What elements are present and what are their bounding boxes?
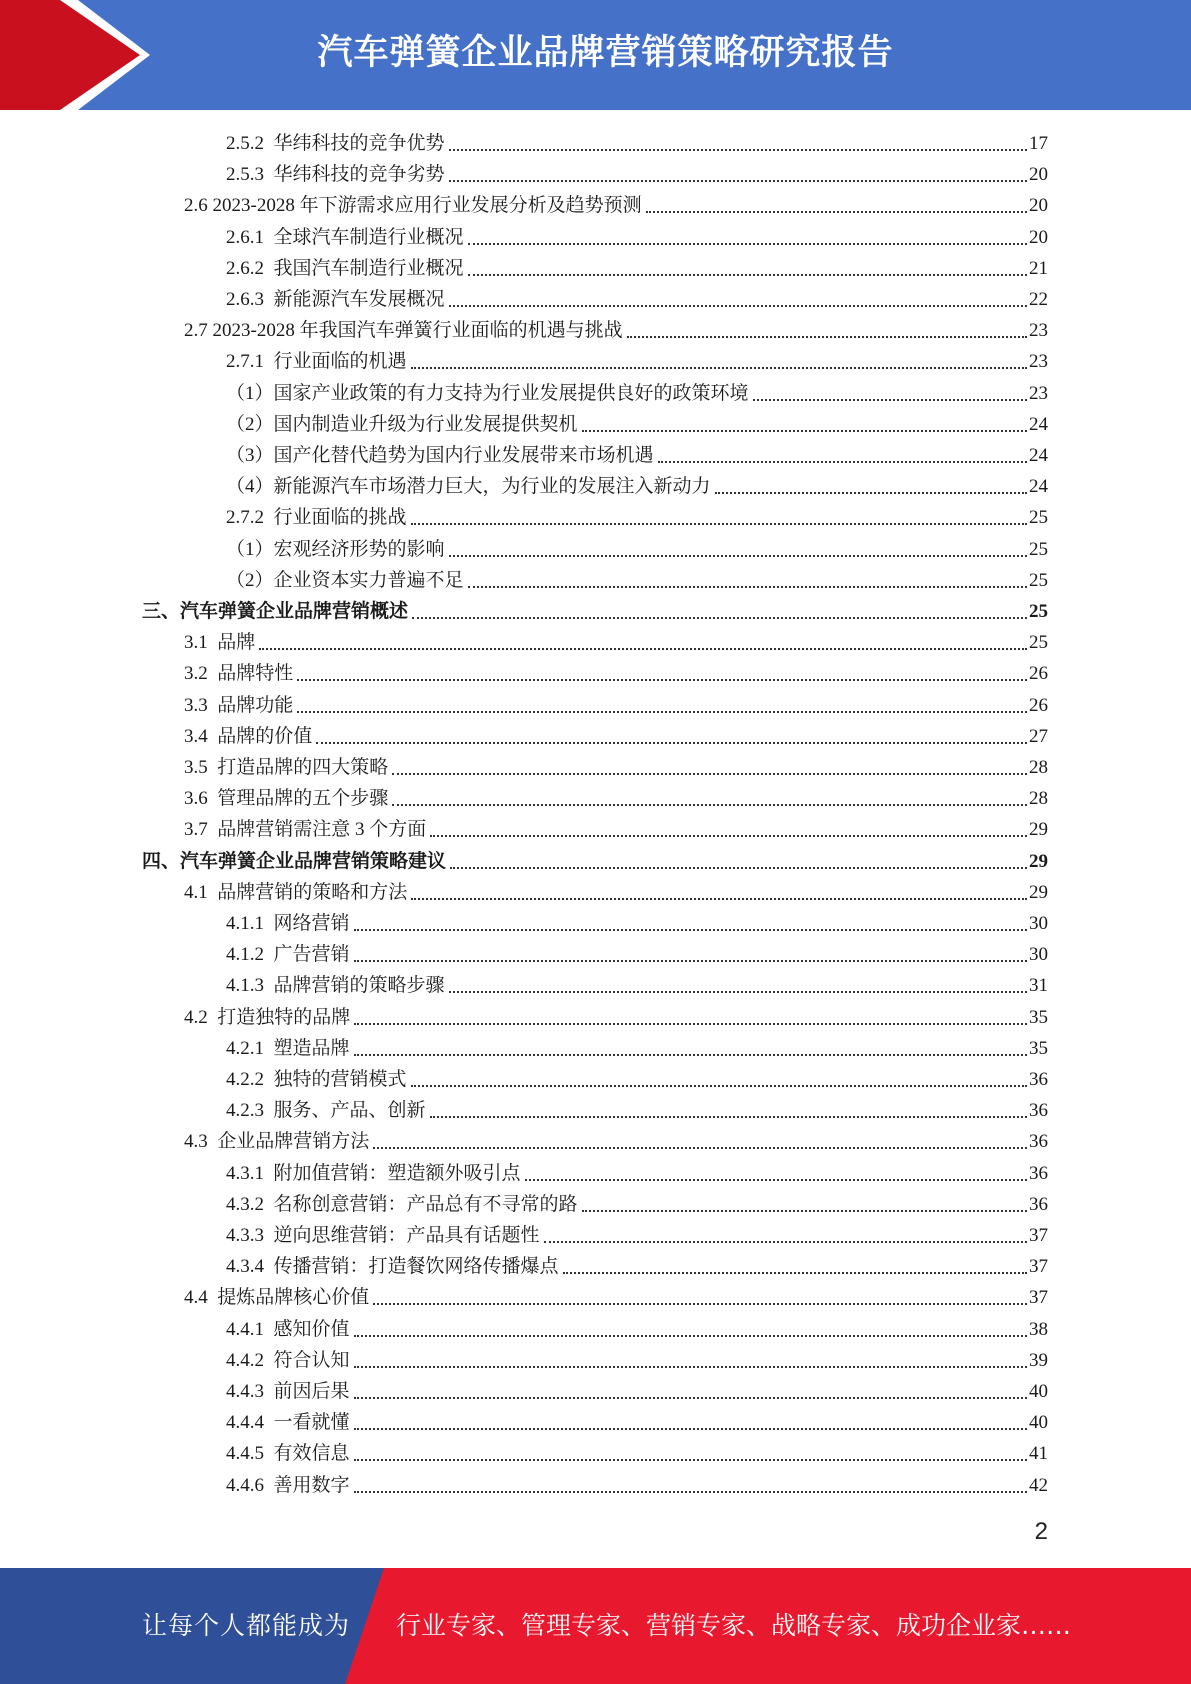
toc-entry-page: 25: [1029, 569, 1048, 591]
toc-dot-leader: [354, 1397, 1027, 1399]
toc-entry-page: 17: [1029, 133, 1048, 154]
toc-entry-page: 23: [1029, 320, 1048, 342]
toc-entry[interactable]: [184, 625, 1048, 656]
toc-entry-number: 4.4.2: [226, 1349, 274, 1371]
toc-entry-number: 3.2: [184, 663, 218, 685]
toc-entry-number: 4.1.1: [226, 913, 274, 934]
toc-entry-title: 新能源汽车市场潜力巨大，为行业的发展注入新动力: [273, 476, 711, 498]
toc-entry-page: 24: [1029, 445, 1048, 466]
toc-dot-leader: [450, 867, 1027, 869]
toc-entry-title: 宏观经济形势的影响: [273, 538, 445, 560]
toc-entry-title: 国产化替代趋势为国内行业发展带来市场机遇: [273, 445, 654, 466]
toc-entry[interactable]: [226, 968, 1048, 999]
toc-entry-title: 逆向思维营销：产品具有话题性: [273, 1225, 540, 1246]
toc-entry-title: 企业资本实力普遍不足: [273, 569, 464, 591]
toc-entry-title: 品牌营销的策略步骤: [273, 975, 445, 997]
toc-entry-page: 35: [1029, 1037, 1048, 1059]
toc-entry-title: 品牌特性: [217, 663, 294, 685]
toc-entry-title: 感知价值: [273, 1318, 350, 1340]
toc-entry-page: 42: [1029, 1474, 1048, 1496]
toc-entry-title: 企业品牌营销方法: [217, 1131, 370, 1153]
toc-entry[interactable]: [226, 1343, 1048, 1374]
toc-entry[interactable]: [184, 1280, 1048, 1311]
toc-dot-leader: [354, 1366, 1027, 1368]
toc-entry-title: 华纬科技的竞争优势: [273, 133, 445, 154]
toc-dot-leader: [373, 1147, 1027, 1149]
toc-entry-title: 全球汽车制造行业概况: [273, 226, 464, 248]
toc-dot-leader: [430, 835, 1027, 837]
page-header: [0, 0, 1191, 110]
toc-entry-number: 4.4.6: [226, 1474, 274, 1496]
toc-entry[interactable]: [142, 844, 1048, 875]
toc-entry[interactable]: [226, 1312, 1048, 1343]
toc-dot-leader: [449, 149, 1027, 151]
toc-dot-leader: [582, 1210, 1027, 1212]
toc-entry[interactable]: [226, 220, 1048, 251]
toc-dot-leader: [411, 523, 1027, 525]
toc-entry-page: 25: [1029, 632, 1048, 654]
toc-entry-page: 20: [1029, 226, 1048, 248]
toc-entry-page: 36: [1029, 1193, 1048, 1215]
toc-entry-title: 管理品牌的五个步骤: [217, 788, 389, 810]
toc-dot-leader: [354, 1335, 1027, 1337]
toc-entry-page: 29: [1029, 881, 1048, 903]
toc-dot-leader: [259, 648, 1027, 650]
toc-entry-title: 有效信息: [273, 1443, 350, 1465]
toc-entry-number: 3.6: [184, 788, 218, 810]
toc-entry[interactable]: [226, 469, 1048, 500]
toc-entry-title: 国内制造业升级为行业发展提供契机: [273, 413, 578, 435]
toc-entry-page: 30: [1029, 913, 1048, 934]
toc-entry-page: 29: [1029, 819, 1048, 841]
toc-entry-number: 4.3.1: [226, 1162, 274, 1184]
toc-entry[interactable]: [226, 1436, 1048, 1467]
toc-dot-leader: [646, 211, 1027, 213]
toc-entry-page: 20: [1029, 164, 1048, 186]
toc-entry-number: 4.2.2: [226, 1069, 274, 1090]
toc-entry-page: 20: [1029, 195, 1048, 217]
toc-dot-leader: [354, 1054, 1027, 1056]
toc-entry-title: 新能源汽车发展概况: [273, 289, 445, 310]
toc-entry-number: 3.7: [184, 819, 218, 841]
toc-dot-leader: [354, 1023, 1027, 1025]
footer-slogan-left: 让每个人都能成为: [142, 1611, 351, 1640]
toc-entry-page: 25: [1029, 601, 1048, 622]
toc-entry-title: 一看就懂: [273, 1412, 350, 1434]
toc-dot-leader: [449, 180, 1027, 182]
toc-entry-title: 独特的营销模式: [273, 1069, 407, 1090]
toc-dot-leader: [627, 336, 1027, 338]
toc-entry-page: 30: [1029, 944, 1048, 966]
toc-entry[interactable]: [184, 781, 1048, 812]
toc-entry[interactable]: [226, 1062, 1048, 1093]
toc-entry-page: 23: [1029, 351, 1048, 373]
toc-dot-leader: [468, 586, 1027, 588]
toc-entry-title: 传播营销：打造餐饮网络传播爆点: [273, 1256, 559, 1278]
page-footer: [0, 1568, 1191, 1684]
toc-entry[interactable]: [226, 1374, 1048, 1405]
toc-entry-title: 2023-2028 年我国汽车弹簧行业面临的机遇与挑战: [212, 320, 623, 342]
toc-entry-page: 31: [1029, 975, 1048, 997]
toc-entry-title: 品牌: [217, 632, 256, 654]
toc-entry-page: 36: [1029, 1069, 1048, 1090]
toc-entry[interactable]: [184, 313, 1048, 344]
toc-dot-leader: [544, 1241, 1027, 1243]
toc-entry[interactable]: [226, 407, 1048, 438]
toc-entry[interactable]: [226, 1156, 1048, 1187]
toc-entry-title: 提炼品牌核心价值: [217, 1287, 370, 1309]
toc-entry-number: 2.5.3: [226, 164, 274, 186]
toc-entry-number: 4.1.2: [226, 944, 274, 966]
toc-entry-number: （4）: [226, 476, 274, 498]
toc-entry-number: 4.1.3: [226, 975, 274, 997]
toc-entry-number: 三、: [142, 601, 181, 622]
toc-entry-number: 4.4.5: [226, 1443, 274, 1465]
toc-entry-number: 2.6.1: [226, 226, 274, 248]
toc-entry-number: 4.3.4: [226, 1256, 274, 1278]
toc-dot-leader: [297, 679, 1027, 681]
toc-dot-leader: [753, 399, 1027, 401]
toc-dot-leader: [411, 898, 1027, 900]
toc-entry[interactable]: [226, 1218, 1048, 1249]
toc-entry-title: 塑造品牌: [273, 1037, 350, 1059]
toc-entry-number: 4.2.3: [226, 1100, 274, 1122]
toc-entry-page: 36: [1029, 1131, 1048, 1153]
toc-entry[interactable]: [226, 126, 1048, 157]
toc-dot-leader: [449, 991, 1027, 993]
toc-entry-number: 2.6: [184, 195, 213, 217]
toc-entry-number: （2）: [226, 413, 274, 435]
toc-dot-leader: [392, 804, 1027, 806]
toc-entry-title: 华纬科技的竞争劣势: [273, 164, 445, 186]
page-number: 2: [1034, 1518, 1048, 1545]
toc-entry[interactable]: [184, 1124, 1048, 1155]
toc-entry-title: 名称创意营销：产品总有不寻常的路: [273, 1193, 578, 1215]
toc-entry[interactable]: [226, 906, 1048, 937]
toc-entry-number: 4.4.4: [226, 1412, 274, 1434]
toc-entry-page: 25: [1029, 507, 1048, 529]
toc-dot-leader: [354, 1428, 1027, 1430]
toc-entry-title: 品牌营销的策略和方法: [217, 881, 408, 903]
toc-entry-title: 品牌功能: [217, 694, 294, 716]
toc-entry-number: 4.1: [184, 881, 218, 903]
toc-entry-number: 4.3: [184, 1131, 218, 1153]
toc-entry[interactable]: [184, 719, 1048, 750]
toc-entry-page: 26: [1029, 694, 1048, 716]
toc-entry-title: 汽车弹簧企业品牌营销策略建议: [180, 850, 447, 872]
report-title: 汽车弹簧企业品牌营销策略研究报告: [317, 33, 894, 73]
toc-entry[interactable]: [226, 1468, 1048, 1499]
toc-entry-number: 2.6.3: [226, 289, 274, 310]
toc-entry[interactable]: [226, 251, 1048, 282]
toc-entry-number: 4.2.1: [226, 1037, 274, 1059]
toc-entry[interactable]: [184, 750, 1048, 781]
toc-entry[interactable]: [226, 1249, 1048, 1280]
toc-entry[interactable]: [184, 812, 1048, 843]
toc-entry[interactable]: [184, 188, 1048, 219]
toc-entry-title: 国家产业政策的有力支持为行业发展提供良好的政策环境: [273, 382, 749, 404]
toc-entry-page: 25: [1029, 538, 1048, 560]
toc-entry-number: 2.7: [184, 320, 213, 342]
toc-dot-leader: [354, 960, 1027, 962]
toc-dot-leader: [658, 461, 1027, 463]
toc-entry-page: 28: [1029, 788, 1048, 810]
toc-dot-leader: [449, 555, 1027, 557]
toc-entry-page: 40: [1029, 1381, 1048, 1402]
toc-entry-page: 27: [1029, 725, 1048, 747]
toc-entry-number: 2.5.2: [226, 133, 274, 154]
toc-dot-leader: [392, 773, 1027, 775]
toc-entry-page: 39: [1029, 1349, 1048, 1371]
toc-entry-number: 4.4.3: [226, 1381, 274, 1402]
toc-entry-number: 四、: [142, 850, 181, 872]
toc-entry-title: 附加值营销：塑造额外吸引点: [273, 1162, 521, 1184]
toc-entry-number: （1）: [226, 382, 274, 404]
toc-entry-title: 品牌的价值: [217, 725, 313, 747]
toc-entry-title: 网络营销: [273, 913, 350, 934]
toc-entry-number: 3.4: [184, 725, 218, 747]
toc-entry[interactable]: [226, 157, 1048, 188]
toc-entry[interactable]: [226, 563, 1048, 594]
toc-entry-page: 28: [1029, 757, 1048, 778]
toc-entry-number: 3.3: [184, 694, 218, 716]
toc-entry-page: 37: [1029, 1225, 1048, 1246]
footer-slogan-right: 行业专家、管理专家、营销专家、战略专家、成功企业家……: [396, 1611, 1072, 1640]
toc-entry-title: 打造独特的品牌: [217, 1006, 351, 1028]
toc-dot-leader: [582, 430, 1027, 432]
toc-entry-page: 36: [1029, 1100, 1048, 1122]
toc-entry[interactable]: [184, 688, 1048, 719]
toc-entry-number: 4.3.3: [226, 1225, 274, 1246]
toc-dot-leader: [715, 492, 1027, 494]
toc-entry-title: 广告营销: [273, 944, 350, 966]
toc-entry-number: 2.7.1: [226, 351, 274, 373]
toc-entry[interactable]: [226, 1093, 1048, 1124]
toc-entry[interactable]: [184, 1000, 1048, 1031]
toc-entry-title: 行业面临的机遇: [273, 351, 407, 373]
toc-entry[interactable]: [226, 282, 1048, 313]
toc-dot-leader: [373, 1303, 1027, 1305]
toc-entry-number: 2.7.2: [226, 507, 274, 529]
toc-entry-page: 22: [1029, 289, 1048, 310]
toc-entry-page: 21: [1029, 257, 1048, 279]
toc-entry-title: 品牌营销需注意 3 个方面: [217, 819, 427, 841]
toc-dot-leader: [316, 742, 1027, 744]
toc-entry-page: 26: [1029, 663, 1048, 685]
toc-entry[interactable]: [226, 1187, 1048, 1218]
toc-entry-page: 41: [1029, 1443, 1048, 1465]
toc-entry-number: 3.5: [184, 757, 218, 778]
toc-dot-leader: [468, 274, 1027, 276]
toc-entry[interactable]: [184, 875, 1048, 906]
toc-entry-number: 2.6.2: [226, 257, 274, 279]
toc-entry-number: 4.4: [184, 1287, 218, 1309]
toc-entry-title: 前因后果: [273, 1381, 350, 1402]
toc-entry-number: 4.2: [184, 1006, 218, 1028]
toc-entry[interactable]: [142, 594, 1048, 625]
toc-entry-page: 36: [1029, 1162, 1048, 1184]
toc-entry-page: 38: [1029, 1318, 1048, 1340]
toc-entry-page: 24: [1029, 476, 1048, 498]
toc-entry[interactable]: [226, 344, 1048, 375]
toc-entry-number: 4.4.1: [226, 1318, 274, 1340]
toc-dot-leader: [297, 711, 1027, 713]
toc-entry-number: （3）: [226, 445, 274, 466]
toc-entry[interactable]: [226, 532, 1048, 563]
toc-entry-page: 23: [1029, 382, 1048, 404]
toc-entry-title: 汽车弹簧企业品牌营销概述: [180, 601, 409, 622]
toc-dot-leader: [412, 617, 1027, 619]
toc-dot-leader: [354, 1491, 1027, 1493]
toc-entry-number: 3.1: [184, 632, 218, 654]
toc-entry-number: 4.3.2: [226, 1193, 274, 1215]
toc-dot-leader: [563, 1272, 1027, 1274]
toc-entry[interactable]: [226, 376, 1048, 407]
toc-dot-leader: [411, 367, 1027, 369]
toc-dot-leader: [430, 1116, 1027, 1118]
toc-dot-leader: [468, 243, 1027, 245]
toc-entry[interactable]: [226, 438, 1048, 469]
toc-entry-title: 我国汽车制造行业概况: [273, 257, 464, 279]
toc-dot-leader: [354, 1459, 1027, 1461]
toc-entry-number: （2）: [226, 569, 274, 591]
toc-entry[interactable]: [184, 656, 1048, 687]
toc-entry-page: 37: [1029, 1287, 1048, 1309]
toc-entry-title: 符合认知: [273, 1349, 350, 1371]
toc-entry[interactable]: [226, 1405, 1048, 1436]
toc-dot-leader: [354, 929, 1027, 931]
toc-entry-page: 40: [1029, 1412, 1048, 1434]
toc-dot-leader: [449, 305, 1027, 307]
toc-entry-title: 服务、产品、创新: [273, 1100, 426, 1122]
toc-entry[interactable]: [226, 1031, 1048, 1062]
toc-entry-title: 2023-2028 年下游需求应用行业发展分析及趋势预测: [212, 195, 642, 217]
toc-entry[interactable]: [226, 937, 1048, 968]
toc-entry-title: 善用数字: [273, 1474, 350, 1496]
toc-entry-title: 打造品牌的四大策略: [217, 757, 389, 778]
toc-entry-page: 24: [1029, 413, 1048, 435]
toc-entry-page: 29: [1029, 850, 1048, 872]
toc-entry-number: （1）: [226, 538, 274, 560]
toc-dot-leader: [411, 1085, 1027, 1087]
toc-entry[interactable]: [226, 500, 1048, 531]
toc-dot-leader: [525, 1179, 1027, 1181]
toc-entry-page: 37: [1029, 1256, 1048, 1278]
toc-entry-title: 行业面临的挑战: [273, 507, 407, 529]
toc-entry-page: 35: [1029, 1006, 1048, 1028]
